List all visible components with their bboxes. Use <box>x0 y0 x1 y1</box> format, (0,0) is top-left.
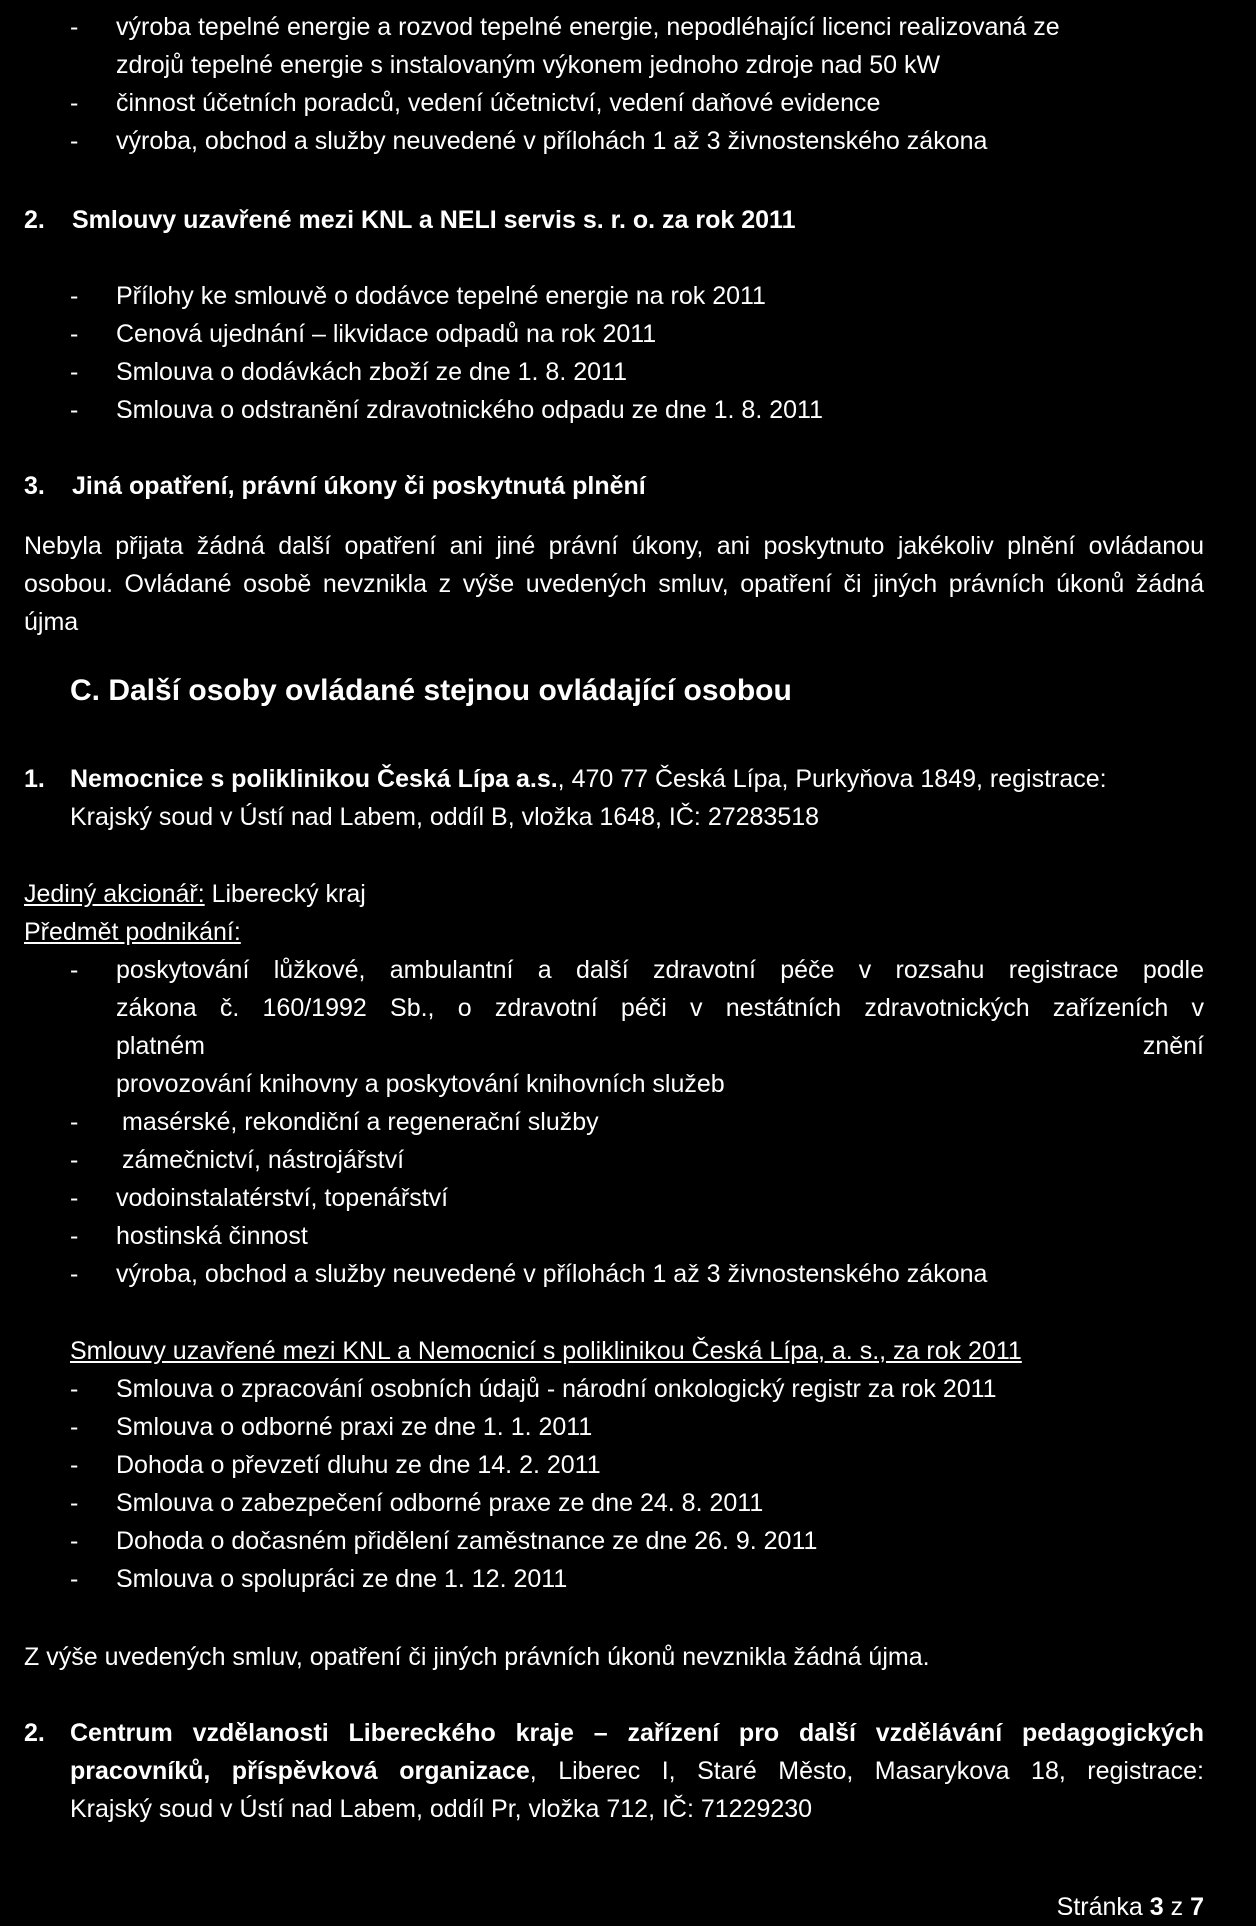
list-item: - masérské, rekondiční a regenerační služby <box>70 1108 599 1136</box>
list-item: - Cenová ujednání – likvidace odpadů na rok 2011 <box>70 320 657 348</box>
list-item: - Dohoda o dočasném přidělení zaměstnance ze dne 26. 9. 2011 <box>70 1527 818 1555</box>
entity-2-block: 2. Centrum vzdělanosti Libereckého kraje – zařízení pro další vzdělávání pedagogických pracovníků, příspěvková organizace, Liberec I, Staré Město, Masarykova 18, registrace: Krajský soud v Ústí nad Labem, oddíl Pr, vložka 712, IČ: 71229230 <box>0 1714 1256 1828</box>
entity-1-contracts-list <box>0 1370 1256 1598</box>
entity-2-registration: Krajský soud v Ústí nad Labem, oddíl Pr, vložka 712, IČ: 71229230 <box>70 1795 813 1823</box>
no-harm-statement: Z výše uvedených smluv, opatření či jiných právních úkonů nevznikla žádná újma. <box>24 1643 930 1671</box>
list-item: - Smlouva o zpracování osobních údajů - národní onkologický registr za rok 2011 <box>70 1375 997 1403</box>
list-item: - zámečnictví, nástrojářství <box>70 1146 405 1174</box>
list-item: - vodoinstalatérství, topenářství <box>70 1184 449 1212</box>
list-item: - hostinská činnost <box>70 1222 308 1250</box>
list-item: - výroba tepelné energie a rozvod tepelné energie, nepodléhající licenci realizovaná ze <box>70 13 1060 41</box>
entity-1-business-list <box>0 951 1256 1293</box>
list-item: - Smlouva o odborné praxi ze dne 1. 1. 2011 <box>70 1413 593 1441</box>
list-item: - Dohoda o převzetí dluhu ze dne 14. 2. 2011 <box>70 1451 601 1479</box>
entity-1-name: Nemocnice s poliklinikou Česká Lípa a.s. <box>70 765 558 793</box>
entity-1-shareholder: Jediný akcionář: Liberecký kraj <box>24 880 366 908</box>
entity-1-registration: Krajský soud v Ústí nad Labem, oddíl B, vložka 1648, IČ: 27283518 <box>70 803 820 831</box>
list-item: - Smlouva o spolupráci ze dne 1. 12. 2011 <box>70 1565 568 1593</box>
list-item-continuation: platném znění <box>116 1032 1204 1060</box>
top-activity-list <box>0 8 1256 160</box>
page-number: Stránka 3 z 7 <box>1056 1893 1204 1921</box>
entity-1-heading: 1. Nemocnice s poliklinikou Česká Lípa a.s., 470 77 Česká Lípa, Purkyňova 1849, registrace: <box>24 765 1107 793</box>
list-item: - Přílohy ke smlouvě o dodávce tepelné energie na rok 2011 <box>70 282 766 310</box>
section-3-heading: 3. Jiná opatření, právní úkony či poskytnutá plnění <box>24 472 646 500</box>
list-item-continuation: zdrojů tepelné energie s instalovaným výkonem jednoho zdroje nad 50 kW <box>116 51 941 79</box>
section-3-paragraph: Nebyla přijata žádná další opatření ani jiné právní úkony, ani poskytnuto jakékoliv plnění ovládanou osobou. Ovládané osobě nevznikla z výše uvedených smluv, opatření či jiných právních úkonů žádná újma <box>24 532 1204 636</box>
list-item: - Smlouva o dodávkách zboží ze dne 1. 8. 2011 <box>70 358 627 386</box>
list-item-continuation: zákona č. 160/1992 Sb., o zdravotní péči v nestátních zdravotnických zařízeních v <box>116 994 1204 1022</box>
entity-1-business-label: Předmět podnikání: <box>24 918 241 946</box>
section-2-list <box>0 277 1256 429</box>
list-item: - výroba, obchod a služby neuvedené v přílohách 1 až 3 živnostenského zákona <box>70 127 988 155</box>
entity-1-contracts-title: Smlouvy uzavřené mezi KNL a Nemocnicí s poliklinikou Česká Lípa, a. s., za rok 2011 <box>70 1337 1022 1365</box>
list-item: - výroba, obchod a služby neuvedené v přílohách 1 až 3 živnostenského zákona <box>70 1260 988 1288</box>
list-item: - Smlouva o odstranění zdravotnického odpadu ze dne 1. 8. 2011 <box>70 396 823 424</box>
list-item: - činnost účetních poradců, vedení účetnictví, vedení daňové evidence <box>70 89 881 117</box>
section-c-heading: C. Další osoby ovládané stejnou ovládající osobou <box>70 674 792 707</box>
list-item: - poskytování lůžkové, ambulantní a další zdravotní péče v rozsahu registrace podle <box>70 956 1204 984</box>
list-item-continuation: provozování knihovny a poskytování knihovních služeb <box>116 1070 725 1098</box>
list-item: - Smlouva o zabezpečení odborné praxe ze dne 24. 8. 2011 <box>70 1489 764 1517</box>
entity-2-name: Centrum vzdělanosti Libereckého kraje – zařízení pro další vzdělávání pedagogických <box>70 1719 1204 1747</box>
section-2-heading: 2. Smlouvy uzavřené mezi KNL a NELI servis s. r. o. za rok 2011 <box>24 206 796 234</box>
